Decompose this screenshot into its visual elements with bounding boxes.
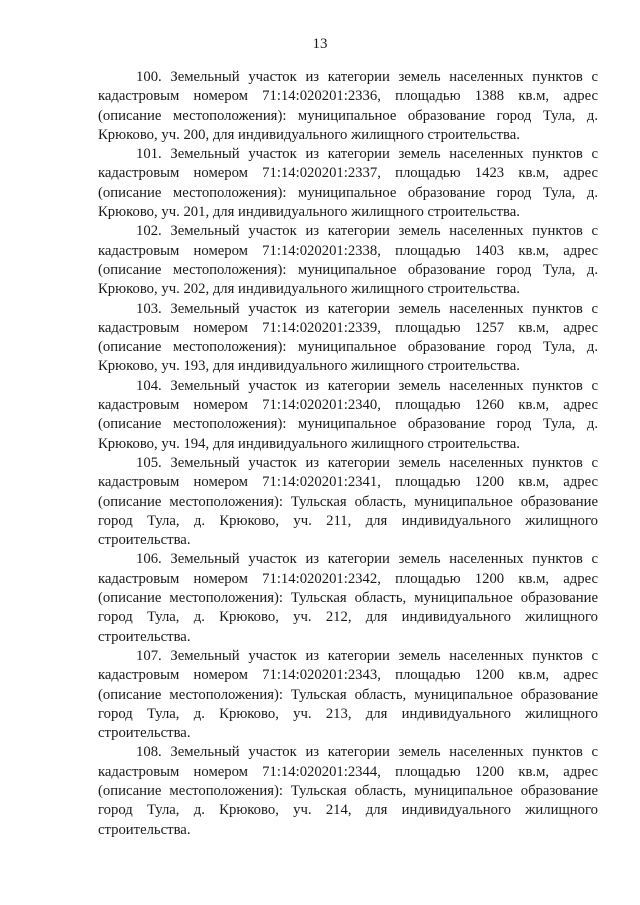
entry-102: 102. Земельный участок из категории земель населенных пунктов с кадастровым номером 71:14:020201:2338, площадью 1403 кв.м, адрес (описание местоположения): муниципальное образование город Тула, д. Крюково, уч. 202, для индивидуального жилищного строительства. [98, 223, 598, 298]
entry-108: 108. Земельный участок из категории земель населенных пунктов с кадастровым номером 71:14:020201:2344, площадью 1200 кв.м, адрес (описание местоположения): Тульская область, муниципальное образование город Тула, д. Крюково, уч. 214, для индивидуального жилищного строительства. [98, 744, 598, 838]
page-number: 13 [312, 36, 328, 52]
entry-107: 107. Земельный участок из категории земель населенных пунктов с кадастровым номером 71:14:020201:2343, площадью 1200 кв.м, адрес (описание местоположения): Тульская область, муниципальное образование город Тула, д. Крюково, уч. 213, для индивидуального жилищного строительства. [98, 647, 598, 742]
entry-104: 104. Земельный участок из категории земель населенных пунктов с кадастровым номером 71:14:020201:2340, площадью 1260 кв.м, адрес (описание местоположения): муниципальное образование город Тула, д. Крюково, уч. 194, для индивидуального жилищного строительства. [98, 377, 598, 452]
document-body [98, 68, 598, 840]
entry-106: 106. Земельный участок из категории земель населенных пунктов с кадастровым номером 71:14:020201:2342, площадью 1200 кв.м, адрес (описание местоположения): Тульская область, муниципальное образование город Тула, д. Крюково, уч. 212, для индивидуального жилищного строительства. [98, 551, 598, 645]
entry-101: 101. Земельный участок из категории земель населенных пунктов с кадастровым номером 71:14:020201:2337, площадью 1423 кв.м, адрес (описание местоположения): муниципальное образование город Тула, д. Крюково, уч. 201, для индивидуального жилищного строительства. [98, 146, 598, 221]
entry-100: 100. Земельный участок из категории земель населенных пунктов с кадастровым номером 71:14:020201:2336, площадью 1388 кв.м, адрес (описание местоположения): муниципальное образование город Тула, д. Крюково, уч. 200, для индивидуального жилищного строительства. [98, 69, 598, 143]
entry-105: 105. Земельный участок из категории земель населенных пунктов с кадастровым номером 71:14:020201:2341, площадью 1200 кв.м, адрес (описание местоположения): Тульская область, муниципальное образование город Тула, д. Крюково, уч. 211, для индивидуального жилищного строительства. [98, 454, 598, 549]
entry-103: 103. Земельный участок из категории земель населенных пунктов с кадастровым номером 71:14:020201:2339, площадью 1257 кв.м, адрес (описание местоположения): муниципальное образование город Тула, д. Крюково, уч. 193, для индивидуального жилищного строительства. [98, 300, 598, 375]
